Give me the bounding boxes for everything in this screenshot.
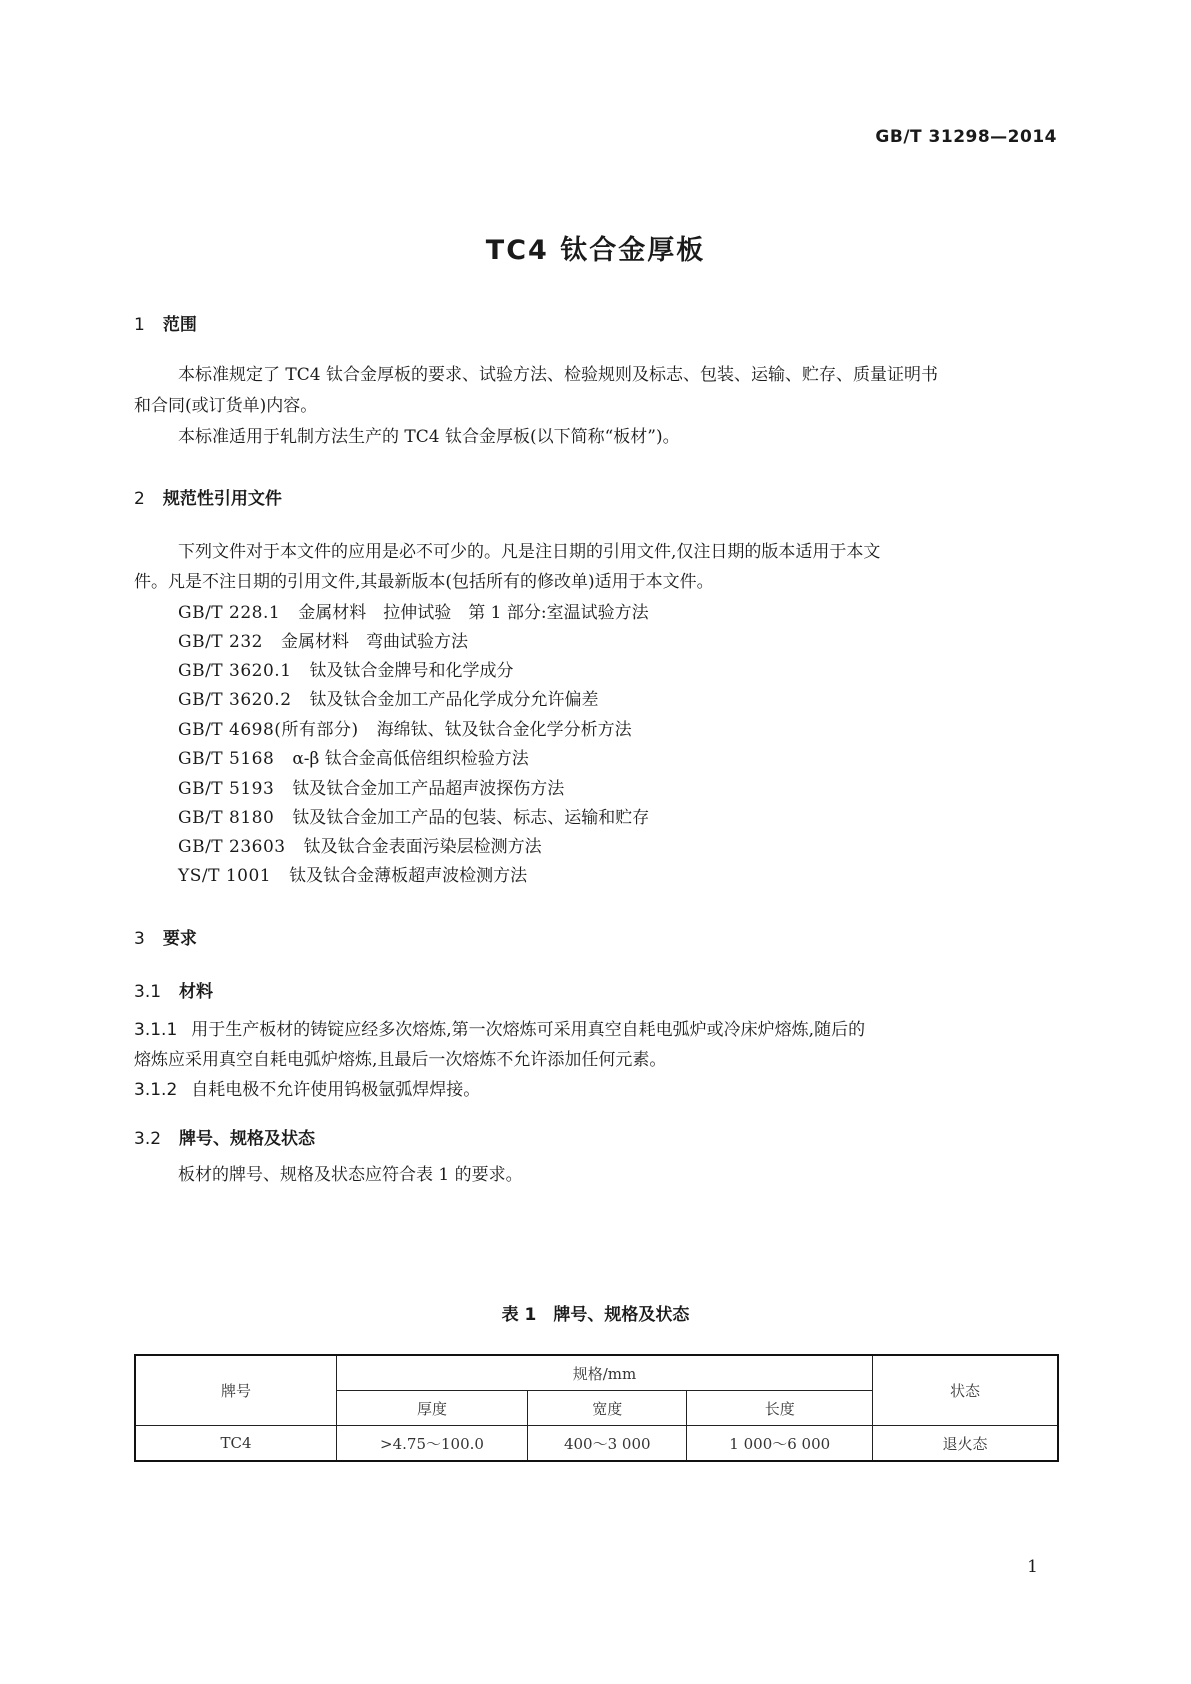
reference-code: YS/T 1001 bbox=[178, 866, 272, 886]
reference-code: GB/T 232 bbox=[178, 632, 263, 652]
clause-text: 自耗电极不允许使用钨极氩弧焊焊接。 bbox=[191, 1080, 481, 1100]
reference-code: GB/T 5193 bbox=[178, 779, 275, 799]
reference-title: 钛及钛合金牌号和化学成分 bbox=[309, 661, 514, 681]
reference-item bbox=[178, 715, 632, 740]
cell-grade: TC4 bbox=[135, 1426, 337, 1462]
cell-thickness: >4.75～100.0 bbox=[337, 1426, 528, 1462]
reference-item bbox=[178, 774, 564, 799]
paragraph: 和合同(或订货单)内容。 bbox=[134, 396, 318, 416]
document-title: TC4 钛合金厚板 bbox=[485, 235, 706, 266]
reference-item bbox=[178, 656, 514, 681]
paragraph: 下列文件对于本文件的应用是必不可少的。凡是注日期的引用文件,仅注日期的版本适用于本文 bbox=[178, 542, 881, 562]
reference-title: 钛及钛合金表面污染层检测方法 bbox=[303, 837, 542, 857]
table-caption: 表 1 牌号、规格及状态 bbox=[501, 1305, 690, 1325]
cell-length: 1 000～6 000 bbox=[687, 1426, 873, 1462]
paragraph: 本标准规定了 TC4 钛合金厚板的要求、试验方法、检验规则及标志、包装、运输、贮存、质量证明书 bbox=[178, 365, 938, 385]
header-spec: 规格/mm bbox=[337, 1355, 873, 1391]
section-title: 牌号、规格及状态 bbox=[179, 1129, 316, 1149]
reference-item bbox=[178, 803, 649, 828]
clause-number: 3.1.2 bbox=[134, 1080, 178, 1100]
clause-number: 3.1.1 bbox=[134, 1020, 178, 1040]
reference-item bbox=[178, 598, 649, 623]
reference-title: 钛及钛合金加工产品超声波探伤方法 bbox=[292, 779, 565, 799]
cell-width: 400～3 000 bbox=[528, 1426, 687, 1462]
section-3-heading bbox=[134, 924, 197, 949]
clause-3-1-2 bbox=[134, 1075, 1058, 1106]
header-thickness: 厚度 bbox=[337, 1391, 528, 1426]
reference-item bbox=[178, 861, 527, 886]
paragraph: 板材的牌号、规格及状态应符合表 1 的要求。 bbox=[178, 1165, 523, 1185]
reference-code: GB/T 3620.2 bbox=[178, 690, 292, 710]
table-header-row bbox=[135, 1355, 1058, 1391]
reference-title: 金属材料 弯曲试验方法 bbox=[281, 632, 468, 652]
paragraph: 本标准适用于轧制方法生产的 TC4 钛合金厚板(以下简称“板材”)。 bbox=[178, 427, 680, 447]
header-width: 宽度 bbox=[528, 1391, 687, 1426]
clause-3-1-1 bbox=[134, 1015, 1058, 1046]
standard-code: GB/T 31298—2014 bbox=[875, 127, 1057, 147]
reference-code: GB/T 23603 bbox=[178, 837, 286, 857]
section-number: 1 bbox=[134, 315, 145, 335]
section-number: 2 bbox=[134, 489, 145, 509]
cell-state: 退火态 bbox=[873, 1426, 1059, 1462]
subsection-3-2-heading bbox=[134, 1124, 315, 1149]
section-number: 3 bbox=[134, 929, 145, 949]
section-title: 规范性引用文件 bbox=[162, 489, 282, 509]
section-title: 要求 bbox=[162, 929, 197, 949]
section-1-heading bbox=[134, 310, 197, 335]
section-title: 材料 bbox=[179, 982, 214, 1002]
reference-title: 海绵钛、钛及钛合金化学分析方法 bbox=[376, 720, 632, 740]
paragraph: 件。凡是不注日期的引用文件,其最新版本(包括所有的修改单)适用于本文件。 bbox=[134, 572, 714, 592]
reference-item bbox=[178, 744, 529, 769]
reference-item bbox=[178, 627, 468, 652]
reference-item bbox=[178, 685, 599, 710]
reference-code: GB/T 3620.1 bbox=[178, 661, 292, 681]
reference-title: α-β 钛合金高低倍组织检验方法 bbox=[292, 749, 529, 769]
header-grade: 牌号 bbox=[135, 1355, 337, 1426]
reference-code: GB/T 4698(所有部分) bbox=[178, 720, 359, 740]
section-number: 3.1 bbox=[134, 982, 162, 1002]
reference-title: 钛及钛合金加工产品化学成分允许偏差 bbox=[309, 690, 599, 710]
reference-title: 钛及钛合金薄板超声波检测方法 bbox=[289, 866, 528, 886]
reference-code: GB/T 8180 bbox=[178, 808, 275, 828]
spec-table bbox=[134, 1354, 1059, 1462]
header-state: 状态 bbox=[873, 1355, 1059, 1426]
table-row bbox=[135, 1426, 1058, 1462]
paragraph: 熔炼应采用真空自耗电弧炉熔炼,且最后一次熔炼不允许添加任何元素。 bbox=[134, 1050, 667, 1070]
reference-title: 钛及钛合金加工产品的包装、标志、运输和贮存 bbox=[292, 808, 650, 828]
reference-code: GB/T 228.1 bbox=[178, 603, 281, 623]
reference-code: GB/T 5168 bbox=[178, 749, 275, 769]
section-number: 3.2 bbox=[134, 1129, 162, 1149]
subsection-3-1-heading bbox=[134, 977, 213, 1002]
clause-text: 用于生产板材的铸锭应经多次熔炼,第一次熔炼可采用真空自耗电弧炉或冷床炉熔炼,随后的 bbox=[191, 1020, 866, 1040]
header-length: 长度 bbox=[687, 1391, 873, 1426]
page-number: 1 bbox=[1027, 1557, 1038, 1577]
reference-item bbox=[178, 832, 542, 857]
reference-title: 金属材料 拉伸试验 第 1 部分:室温试验方法 bbox=[298, 603, 649, 623]
section-2-heading bbox=[134, 484, 282, 509]
section-title: 范围 bbox=[162, 315, 197, 335]
